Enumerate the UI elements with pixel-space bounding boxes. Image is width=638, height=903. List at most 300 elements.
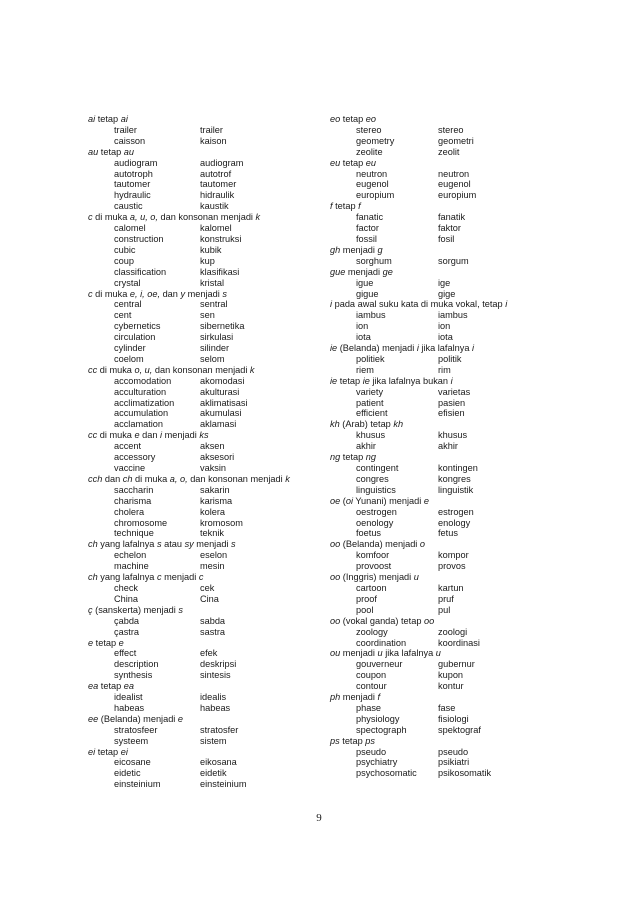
foreign-term: pseudo: [356, 746, 387, 757]
foreign-term: coelom: [114, 353, 144, 364]
example-row: [88, 136, 323, 147]
indonesian-term: kristal: [200, 277, 224, 288]
indonesian-term: akhir: [438, 441, 458, 452]
example-row: [88, 169, 323, 180]
indonesian-term: enology: [438, 517, 471, 528]
example-row: [330, 474, 560, 485]
example-row: [88, 387, 323, 398]
indonesian-term: stratosfer: [200, 724, 239, 735]
rule-letters: eu: [365, 157, 377, 168]
indonesian-term: geometri: [438, 135, 474, 146]
rule-letters: k: [249, 364, 255, 375]
rule-letters: ch: [88, 539, 98, 550]
rule-text: (sanskerta) menjadi: [92, 604, 179, 615]
example-row: [330, 289, 560, 300]
rule-text: tetap: [339, 735, 366, 746]
foreign-term: acclamation: [114, 419, 164, 430]
rule-letters: e: [88, 637, 94, 648]
foreign-term: accessory: [114, 452, 156, 463]
indonesian-term: pruf: [438, 593, 454, 604]
rule-heading: [330, 736, 560, 747]
foreign-term: igue: [356, 277, 374, 288]
foreign-term: echelon: [114, 550, 147, 561]
indonesian-term: aklimatisasi: [200, 397, 248, 408]
foreign-term: iota: [356, 332, 371, 343]
rule-letters: f: [330, 201, 333, 212]
indonesian-term: eidetik: [200, 768, 227, 779]
rule-text: (vokal ganda) tetap: [340, 615, 424, 626]
indonesian-term: kolera: [200, 506, 226, 517]
example-row: [330, 659, 560, 670]
rule-heading: [330, 616, 560, 627]
indonesian-term: sakarin: [200, 484, 230, 495]
foreign-term: cartoon: [356, 582, 387, 593]
rule-text: menjadi: [161, 572, 199, 583]
rule-text: menjadi: [340, 244, 378, 255]
indonesian-term: kartun: [438, 582, 464, 593]
rule-letters: oo: [424, 615, 435, 626]
example-row: [330, 550, 560, 561]
rule-heading: [330, 343, 560, 354]
example-row: [88, 234, 323, 245]
rule-heading: [330, 648, 560, 659]
example-row: [330, 190, 560, 201]
indonesian-term: iota: [438, 332, 453, 343]
rule-text: tetap: [93, 637, 119, 648]
rule-text: di muka: [97, 364, 135, 375]
example-row: [88, 354, 323, 365]
rule-letters: s: [178, 604, 183, 615]
rule-letters: i: [416, 343, 419, 354]
rule-letters: kh: [330, 419, 340, 430]
foreign-term: description: [114, 659, 159, 670]
indonesian-term: varietas: [438, 386, 471, 397]
rule-text: tetap: [95, 746, 121, 757]
rule-letters: i: [505, 299, 508, 310]
indonesian-term: konstruksi: [200, 233, 242, 244]
example-row: [330, 310, 560, 321]
rule-letters: s: [231, 539, 236, 550]
foreign-term: coup: [114, 255, 134, 266]
rule-heading: [88, 681, 323, 692]
foreign-term: chromosome: [114, 517, 168, 528]
example-row: [88, 507, 323, 518]
example-row: [330, 365, 560, 376]
rule-text: jika lafalnya bukan: [369, 375, 451, 386]
example-row: [88, 343, 323, 354]
indonesian-term: psikosomatik: [438, 768, 492, 779]
example-row: [88, 779, 323, 790]
rule-heading: [330, 496, 560, 507]
rule-letters: ch: [88, 572, 98, 583]
rule-letters: cch: [88, 473, 103, 484]
rule-heading: [88, 605, 323, 616]
rule-letters: ei: [120, 746, 128, 757]
example-row: [330, 321, 560, 332]
rule-letters: oo: [330, 539, 341, 550]
indonesian-term: spektograf: [438, 724, 481, 735]
rule-letters: e: [177, 713, 184, 724]
foreign-term: autotroph: [114, 168, 153, 179]
rule-letters: i: [160, 430, 163, 441]
foreign-term: komfoor: [356, 550, 390, 561]
indonesian-term: stereo: [438, 124, 464, 135]
rule-heading: [88, 474, 323, 485]
foreign-term: check: [114, 582, 139, 593]
foreign-term: eicosane: [114, 757, 151, 768]
rule-letters: ph: [330, 692, 341, 703]
foreign-term: saccharin: [114, 484, 154, 495]
foreign-term: akhir: [356, 441, 376, 452]
indonesian-term: pseudo: [438, 746, 469, 757]
example-row: [330, 725, 560, 736]
rule-heading: [88, 147, 323, 158]
foreign-term: fanatic: [356, 212, 384, 223]
foreign-term: eidetic: [114, 768, 141, 779]
indonesian-term: Cina: [200, 593, 219, 604]
indonesian-term: pul: [438, 604, 451, 615]
foreign-term: synthesis: [114, 670, 153, 681]
rule-letters: o: [419, 539, 426, 550]
foreign-term: caisson: [114, 135, 146, 146]
rule-letters: e: [118, 637, 124, 648]
rule-letters: ie: [330, 343, 338, 354]
example-row: [88, 310, 323, 321]
rule-letters: k: [255, 212, 261, 223]
rule-letters: u: [377, 648, 383, 659]
example-row: [330, 332, 560, 343]
example-row: [330, 507, 560, 518]
indonesian-term: klasifikasi: [200, 266, 240, 277]
rule-letters: ee: [88, 713, 99, 724]
example-row: [330, 605, 560, 616]
example-row: [88, 398, 323, 409]
foreign-term: technique: [114, 528, 154, 539]
rule-letters: i: [330, 299, 333, 310]
indonesian-term: zoologi: [438, 626, 468, 637]
rule-heading: [88, 114, 323, 125]
rule-heading: [330, 267, 560, 278]
example-row: [88, 463, 323, 474]
indonesian-term: akomodasi: [200, 375, 245, 386]
example-row: [88, 452, 323, 463]
example-row: [88, 627, 323, 638]
foreign-term: construction: [114, 233, 164, 244]
rule-letters: c: [156, 572, 162, 583]
example-row: [330, 430, 560, 441]
foreign-term: effect: [114, 648, 137, 659]
rule-letters: ps: [365, 735, 375, 746]
rule-text: menjadi: [162, 430, 200, 441]
rule-letters: ie: [330, 375, 338, 386]
foreign-term: contingent: [356, 463, 399, 473]
example-row: [88, 245, 323, 256]
foreign-term: europium: [356, 190, 395, 201]
foreign-term: central: [114, 299, 142, 310]
rule-letters: a, o,: [169, 473, 188, 484]
page-number: 9: [316, 812, 322, 824]
rule-heading: [88, 572, 323, 583]
rule-text: Yunani) menjadi: [353, 495, 424, 506]
rule-letters: oo: [330, 615, 341, 626]
example-row: [88, 496, 323, 507]
example-row: [330, 136, 560, 147]
indonesian-term: cek: [200, 582, 215, 593]
rule-letters: eo: [330, 114, 341, 124]
example-row: [330, 757, 560, 768]
indonesian-term: akumulasi: [200, 408, 242, 419]
rule-text: dan konsonan menjadi: [187, 473, 286, 484]
foreign-term: sorghum: [356, 255, 392, 266]
example-row: [88, 376, 323, 387]
indonesian-term: sorgum: [438, 255, 469, 266]
rule-letters: kh: [393, 419, 404, 430]
example-row: [88, 561, 323, 572]
rule-letters: ng: [330, 452, 341, 463]
example-row: [330, 234, 560, 245]
example-row: [88, 179, 323, 190]
foreign-term: vaccine: [114, 463, 146, 473]
foreign-term: efficient: [356, 408, 388, 419]
rule-heading: [330, 376, 560, 387]
rule-letters: oo: [330, 572, 341, 583]
example-row: [330, 278, 560, 289]
indonesian-term: habeas: [200, 702, 231, 713]
rule-letters: a, u, o,: [129, 212, 158, 223]
rule-text: (Inggris) menjadi: [340, 572, 414, 583]
foreign-term: psychiatry: [356, 757, 398, 768]
example-row: [330, 561, 560, 572]
indonesian-term: fanatik: [438, 212, 466, 223]
indonesian-term: eselon: [200, 550, 228, 561]
foreign-term: gigue: [356, 288, 379, 299]
indonesian-term: gige: [438, 288, 456, 299]
example-row: [330, 583, 560, 594]
rule-text: menjadi: [345, 266, 383, 277]
indonesian-term: aksesori: [200, 452, 235, 463]
indonesian-term: rim: [438, 364, 451, 375]
indonesian-term: mesin: [200, 561, 225, 572]
rule-letters: ge: [382, 266, 393, 277]
indonesian-term: deskripsi: [200, 659, 237, 670]
rule-text: menjadi: [185, 288, 223, 299]
foreign-term: neutron: [356, 168, 388, 179]
rule-letters: ea: [88, 681, 99, 692]
rule-text: tetap: [340, 452, 366, 463]
rule-letters: i: [472, 343, 475, 354]
rule-text: di muka: [92, 288, 130, 299]
example-row: [330, 398, 560, 409]
rule-letters: ei: [88, 746, 96, 757]
rule-letters: f: [377, 692, 381, 703]
example-row: [330, 179, 560, 190]
foreign-term: circulation: [114, 332, 156, 343]
indonesian-term: akulturasi: [200, 386, 240, 397]
rule-letters: ai: [88, 114, 96, 124]
rule-heading: [88, 714, 323, 725]
rule-letters: e, i, oe,: [129, 288, 161, 299]
rule-text: jika lafalnya: [418, 343, 472, 354]
rule-letters: gue: [330, 266, 346, 277]
example-row: [330, 485, 560, 496]
foreign-term: iambus: [356, 310, 386, 321]
foreign-term: cybernetics: [114, 321, 161, 332]
foreign-term: fossil: [356, 233, 377, 244]
foreign-term: machine: [114, 561, 149, 572]
rule-letters: cc: [88, 364, 98, 375]
rule-heading: [330, 158, 560, 169]
example-row: [88, 725, 323, 736]
rule-letters: ea: [123, 681, 135, 692]
rule-heading: [330, 692, 560, 703]
rule-text: tetap: [98, 146, 124, 157]
indonesian-term: fetus: [438, 528, 458, 539]
example-row: [88, 321, 323, 332]
rule-heading: [330, 245, 560, 256]
example-row: [88, 441, 323, 452]
rule-letters: e: [423, 495, 429, 506]
example-row: [88, 419, 323, 430]
rule-text: menjadi: [340, 648, 378, 659]
rule-heading: [88, 289, 323, 300]
foreign-term: idealist: [114, 692, 143, 703]
rule-heading: [330, 419, 560, 430]
rule-text: dan konsonan menjadi: [152, 364, 250, 375]
example-row: [88, 223, 323, 234]
foreign-term: cholera: [114, 506, 145, 517]
rule-text: di muka: [132, 473, 170, 484]
example-row: [88, 648, 323, 659]
rule-heading: [330, 539, 560, 550]
indonesian-term: sen: [200, 310, 215, 321]
example-row: [88, 518, 323, 529]
foreign-term: physiology: [356, 713, 400, 724]
example-row: [330, 638, 560, 649]
rule-letters: ch: [122, 473, 133, 484]
indonesian-term: efek: [200, 648, 218, 659]
indonesian-term: psikiatri: [438, 757, 470, 768]
rule-letters: au: [123, 146, 135, 157]
foreign-term: tautomer: [114, 179, 151, 190]
rule-text: tetap: [337, 375, 363, 386]
indonesian-term: ion: [438, 321, 451, 332]
rule-letters: ie: [362, 375, 370, 386]
indonesian-term: kaustik: [200, 201, 229, 212]
rule-letters: i: [450, 375, 453, 386]
indonesian-term: estrogen: [438, 506, 474, 517]
indonesian-term: kubik: [200, 244, 222, 255]
example-row: [88, 692, 323, 703]
foreign-term: çabda: [114, 615, 140, 626]
indonesian-term: idealis: [200, 692, 227, 703]
rule-text: dan: [160, 288, 181, 299]
indonesian-term: tautomer: [200, 179, 237, 190]
example-row: [330, 125, 560, 136]
foreign-term: ion: [356, 321, 369, 332]
example-row: [330, 212, 560, 223]
indonesian-term: khusus: [438, 430, 468, 441]
rule-letters: g: [377, 244, 383, 255]
rule-letters: ng: [365, 452, 377, 463]
rule-text: dan konsonan menjadi: [157, 212, 256, 223]
example-row: [88, 299, 323, 310]
left-column: [88, 114, 323, 790]
indonesian-term: politik: [438, 353, 462, 364]
rule-letters: u: [435, 648, 441, 659]
example-row: [88, 278, 323, 289]
indonesian-term: kontingen: [438, 463, 478, 473]
indonesian-term: fase: [438, 702, 456, 713]
foreign-term: calomel: [114, 223, 146, 234]
rule-letters: c: [88, 212, 93, 223]
rule-letters: ks: [199, 430, 209, 441]
foreign-term: cylinder: [114, 343, 146, 354]
example-row: [330, 747, 560, 758]
example-row: [88, 616, 323, 627]
example-row: [330, 681, 560, 692]
rule-text: tetap: [95, 114, 121, 124]
indonesian-term: kromosom: [200, 517, 243, 528]
example-row: [88, 256, 323, 267]
rule-letters: gh: [330, 244, 341, 255]
rule-text: pada awal suku kata di muka vokal, tetap: [332, 299, 506, 310]
rule-heading: [88, 365, 323, 376]
indonesian-term: audiogram: [200, 157, 244, 168]
rule-text: (Belanda) menjadi: [337, 343, 417, 354]
foreign-term: geometry: [356, 135, 395, 146]
foreign-term: audiogram: [114, 157, 158, 168]
indonesian-term: kalomel: [200, 223, 232, 234]
rule-text: tetap: [340, 157, 366, 168]
rule-text: atau: [161, 539, 185, 550]
rule-letters: eu: [330, 157, 341, 168]
indonesian-term: trailer: [200, 124, 223, 135]
example-row: [88, 583, 323, 594]
rule-text: menjadi: [193, 539, 232, 550]
rule-letters: f: [358, 201, 361, 212]
foreign-term: politiek: [356, 353, 385, 364]
rule-heading: [88, 430, 323, 441]
rule-letters: e: [134, 430, 140, 441]
example-row: [330, 714, 560, 725]
foreign-term: stereo: [356, 124, 382, 135]
foreign-term: contour: [356, 681, 387, 692]
indonesian-term: sistem: [200, 735, 227, 746]
example-row: [88, 201, 323, 212]
indonesian-term: ige: [438, 277, 451, 288]
example-row: [88, 550, 323, 561]
rule-letters: au: [88, 146, 99, 157]
example-row: [330, 408, 560, 419]
rule-letters: ou: [330, 648, 341, 659]
indonesian-term: aklamasi: [200, 419, 237, 430]
rule-letters: y: [180, 288, 186, 299]
rule-text: yang lafalnya: [97, 572, 157, 583]
indonesian-term: pasien: [438, 397, 466, 408]
rule-letters: oi: [345, 495, 354, 506]
rule-heading: [330, 299, 560, 310]
indonesian-term: teknik: [200, 528, 225, 539]
indonesian-term: iambus: [438, 310, 468, 321]
indonesian-term: sastra: [200, 626, 226, 637]
indonesian-term: sabda: [200, 615, 226, 626]
foreign-term: classification: [114, 266, 167, 277]
foreign-term: systeem: [114, 735, 149, 746]
foreign-term: coupon: [356, 670, 387, 681]
indonesian-term: karisma: [200, 495, 233, 506]
foreign-term: oestrogen: [356, 506, 397, 517]
indonesian-term: zeolit: [438, 146, 460, 157]
